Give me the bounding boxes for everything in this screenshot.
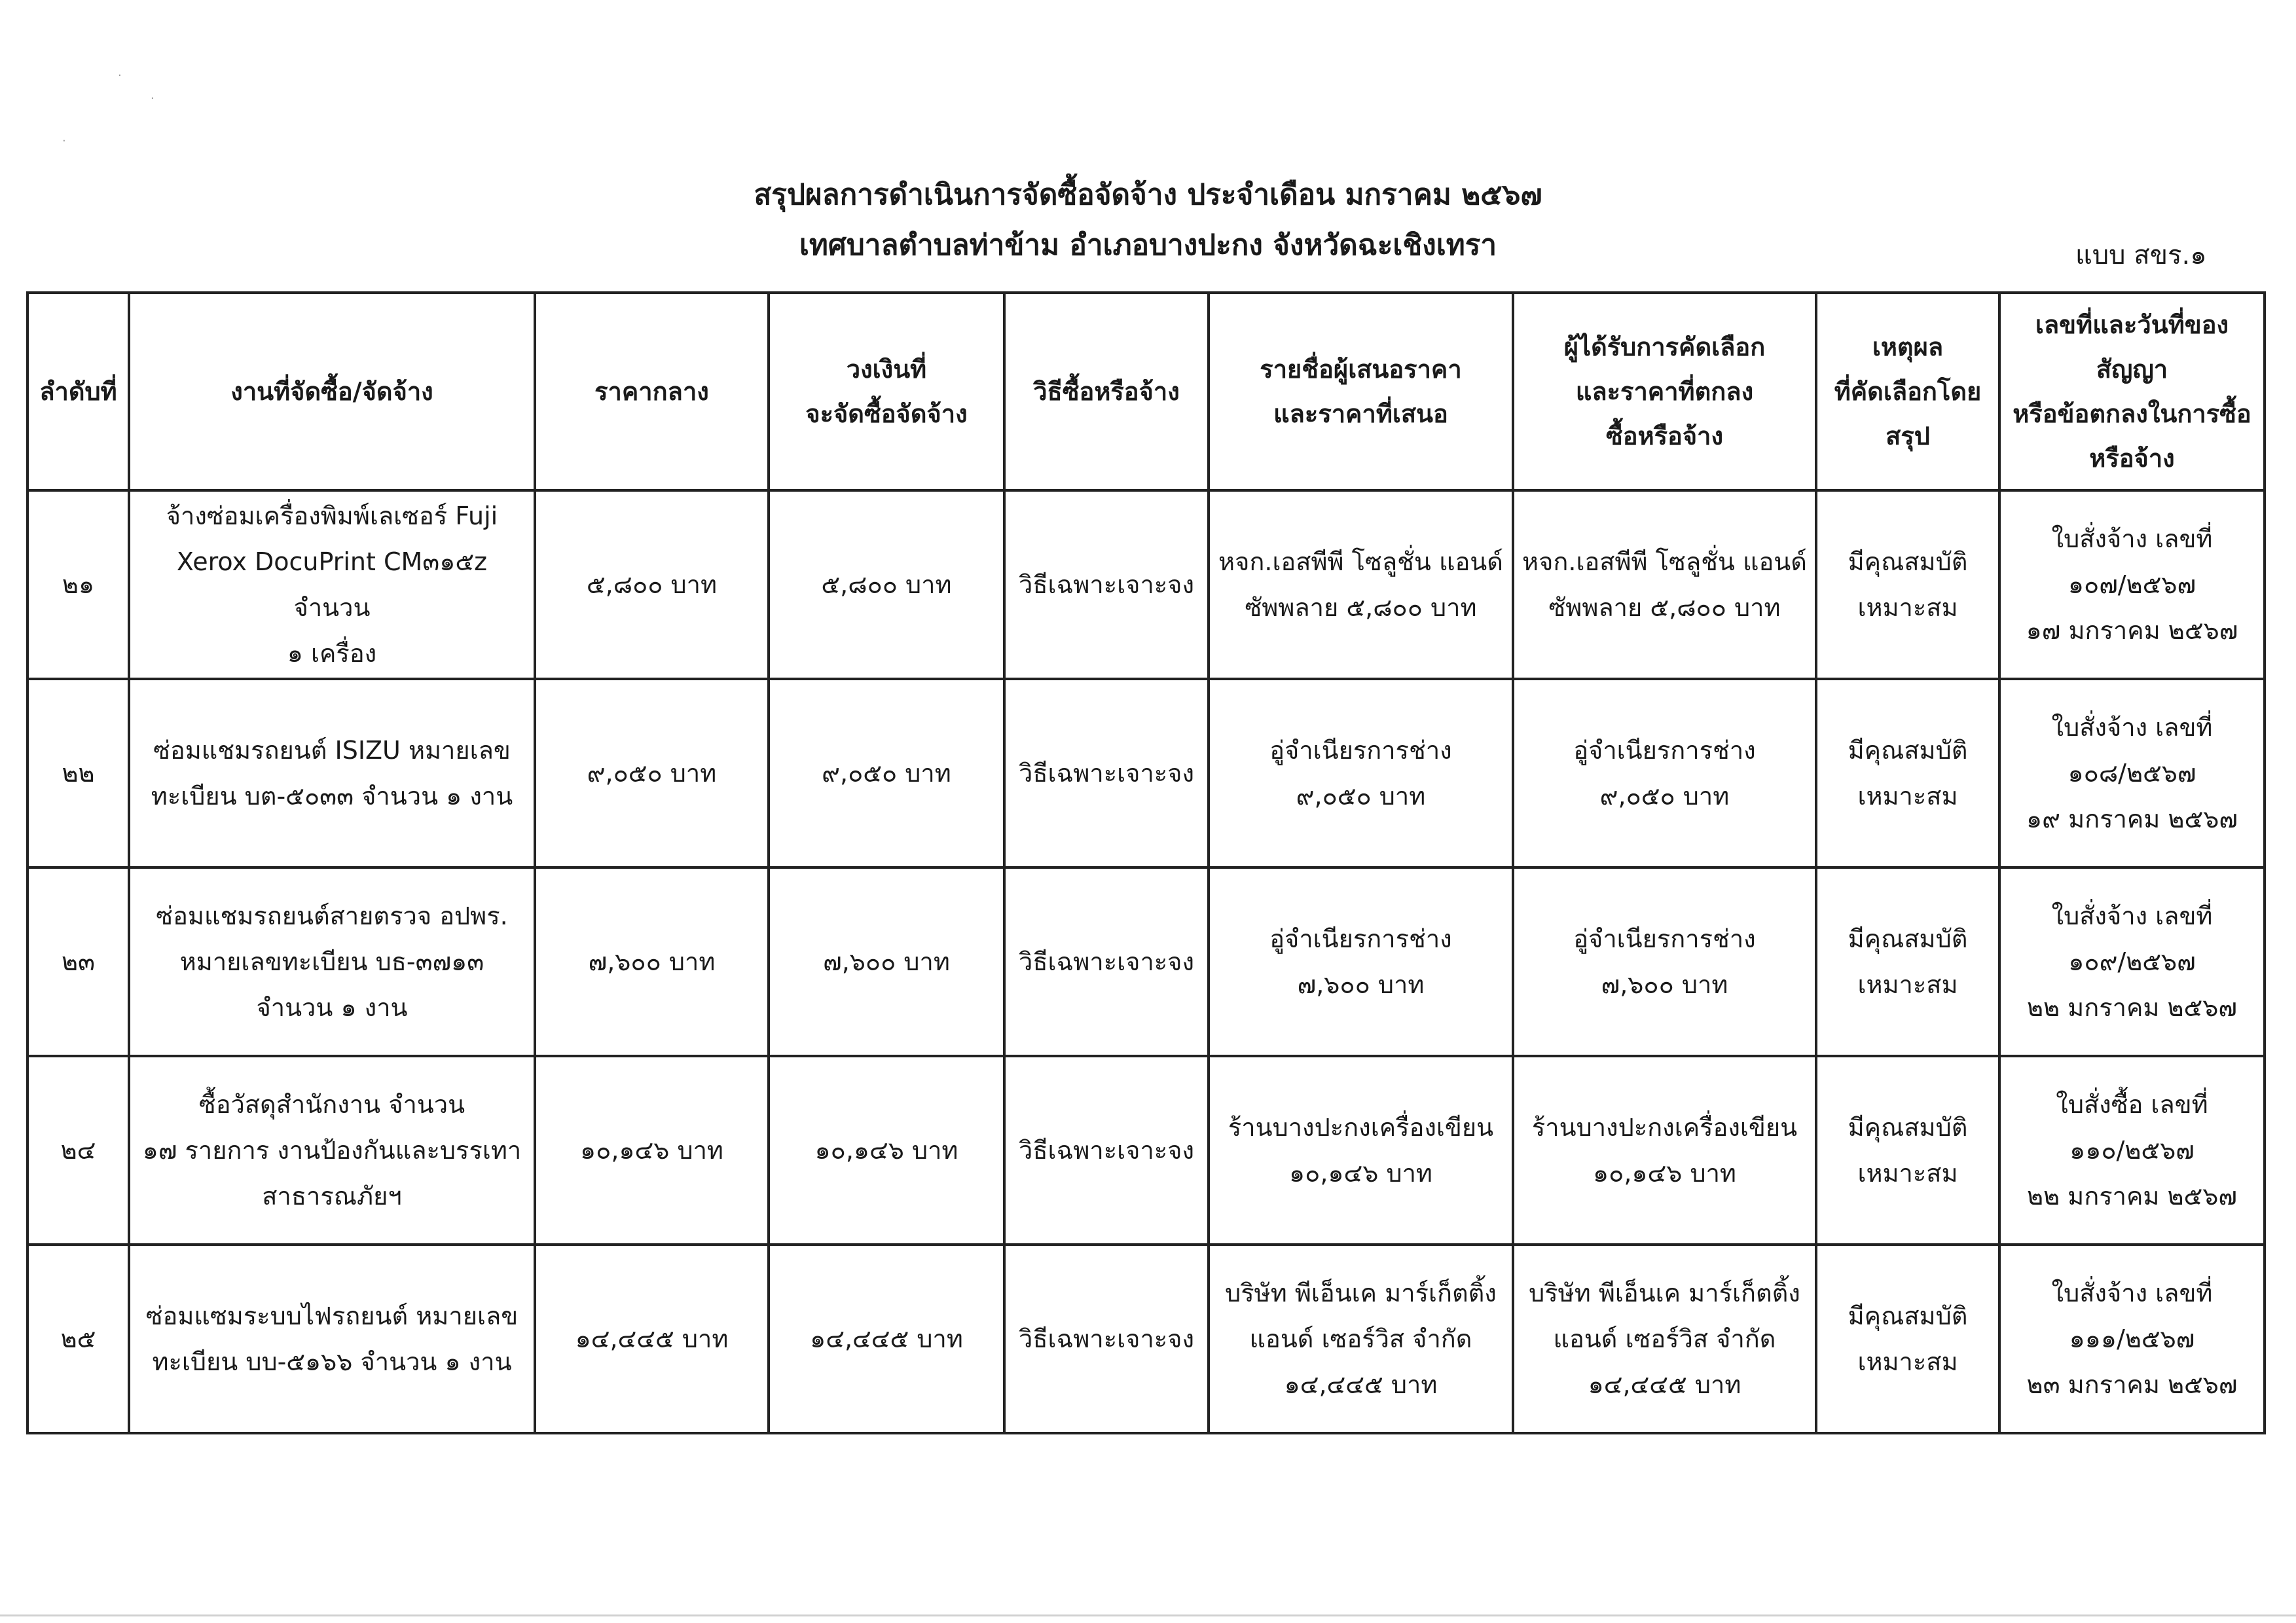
form-code: แบบ สขร.๑ <box>2075 240 2207 270</box>
cell-no: ๒๑ <box>27 490 129 679</box>
col-header-reason: เหตุผล ที่คัดเลือกโดย สรุป <box>1816 293 1999 490</box>
col-header-contract: เลขที่และวันที่ของ สัญญา หรือข้อตกลงในการซื้อ หรือจ้าง <box>1999 293 2265 490</box>
cell-reason: มีคุณสมบัติ เหมาะสม <box>1816 490 1999 679</box>
cell-item: ซ่อมแซมระบบไฟรถยนต์ หมายเลข ทะเบียน บบ-๕๑๖๖ จำนวน ๑ งาน <box>129 1245 535 1433</box>
page-subtitle: เทศบาลตำบลท่าข้าม อำเภอบางปะกง จังหวัดฉะเชิงเทรา <box>799 228 1497 262</box>
scan-speck: · <box>118 69 122 82</box>
col-header-bidders: รายชื่อผู้เสนอราคา และราคาที่เสนอ <box>1209 293 1513 490</box>
procurement-table <box>26 291 2266 1434</box>
table-row <box>27 867 2265 1056</box>
cell-contract: ใบสั่งซื้อ เลขที่ ๑๑๐/๒๕๖๗ ๒๒ มกราคม ๒๕๖๗ <box>1999 1056 2265 1245</box>
col-header-selected: ผู้ได้รับการคัดเลือก และราคาที่ตกลง ซื้อหรือจ้าง <box>1513 293 1816 490</box>
cell-method: วิธีเฉพาะเจาะจง <box>1004 490 1209 679</box>
cell-item: จ้างซ่อมเครื่องพิมพ์เลเซอร์ Fuji Xerox DocuPrint CM๓๑๕z จำนวน ๑ เครื่อง <box>129 490 535 679</box>
cell-contract: ใบสั่งจ้าง เลขที่ ๑๑๑/๒๕๖๗ ๒๓ มกราคม ๒๕๖๗ <box>1999 1245 2265 1433</box>
cell-bidders: อู่จำเนียรการช่าง ๙,๐๕๐ บาท <box>1209 679 1513 867</box>
cell-item: ซ่อมแชมรถยนต์ ISIZU หมายเลข ทะเบียน บต-๕๐๓๓ จำนวน ๑ งาน <box>129 679 535 867</box>
cell-bidders: อู่จำเนียรการช่าง ๗,๖๐๐ บาท <box>1209 867 1513 1056</box>
cell-no: ๒๔ <box>27 1056 129 1245</box>
table-row <box>27 1056 2265 1245</box>
cell-item: ซื้อวัสดุสำนักงาน จำนวน ๑๗ รายการ งานป้องกันและบรรเทา สาธารณภัยฯ <box>129 1056 535 1245</box>
col-header-budget: วงเงินที่ จะจัดซื้อจัดจ้าง <box>769 293 1004 490</box>
col-header-no: ลำดับที่ <box>27 293 129 490</box>
cell-method: วิธีเฉพาะเจาะจง <box>1004 679 1209 867</box>
scan-speck: · <box>62 134 66 148</box>
table-row <box>27 490 2265 679</box>
cell-no: ๒๕ <box>27 1245 129 1433</box>
cell-median-price: ๕,๘๐๐ บาท <box>535 490 769 679</box>
cell-median-price: ๗,๖๐๐ บาท <box>535 867 769 1056</box>
cell-contract: ใบสั่งจ้าง เลขที่ ๑๐๘/๒๕๖๗ ๑๙ มกราคม ๒๕๖๗ <box>1999 679 2265 867</box>
cell-method: วิธีเฉพาะเจาะจง <box>1004 1056 1209 1245</box>
cell-selected: อู่จำเนียรการช่าง ๙,๐๕๐ บาท <box>1513 679 1816 867</box>
cell-budget: ๕,๘๐๐ บาท <box>769 490 1004 679</box>
cell-bidders: ร้านบางปะกงเครื่องเขียน ๑๐,๑๔๖ บาท <box>1209 1056 1513 1245</box>
cell-bidders: หจก.เอสพีพี โซลูชั่น แอนด์ ซัพพลาย ๕,๘๐๐ บาท <box>1209 490 1513 679</box>
cell-selected: ร้านบางปะกงเครื่องเขียน ๑๐,๑๔๖ บาท <box>1513 1056 1816 1245</box>
cell-reason: มีคุณสมบัติ เหมาะสม <box>1816 679 1999 867</box>
scan-edge-line <box>0 1614 2296 1616</box>
cell-median-price: ๑๐,๑๔๖ บาท <box>535 1056 769 1245</box>
cell-bidders: บริษัท พีเอ็นเค มาร์เก็ตติ้ง แอนด์ เซอร์วิส จำกัด ๑๔,๔๔๕ บาท <box>1209 1245 1513 1433</box>
cell-reason: มีคุณสมบัติ เหมาะสม <box>1816 1056 1999 1245</box>
cell-reason: มีคุณสมบัติ เหมาะสม <box>1816 867 1999 1056</box>
table-row <box>27 679 2265 867</box>
cell-budget: ๙,๐๕๐ บาท <box>769 679 1004 867</box>
col-header-item: งานที่จัดซื้อ/จัดจ้าง <box>129 293 535 490</box>
cell-median-price: ๑๔,๔๔๕ บาท <box>535 1245 769 1433</box>
cell-median-price: ๙,๐๕๐ บาท <box>535 679 769 867</box>
cell-budget: ๑๐,๑๔๖ บาท <box>769 1056 1004 1245</box>
col-header-method: วิธีซื้อหรือจ้าง <box>1004 293 1209 490</box>
cell-contract: ใบสั่งจ้าง เลขที่ ๑๐๗/๒๕๖๗ ๑๗ มกราคม ๒๕๖๗ <box>1999 490 2265 679</box>
table-row <box>27 1245 2265 1433</box>
cell-no: ๒๓ <box>27 867 129 1056</box>
cell-budget: ๑๔,๔๔๕ บาท <box>769 1245 1004 1433</box>
scan-speck: · <box>151 92 155 105</box>
table-header-row <box>27 293 2265 490</box>
cell-contract: ใบสั่งจ้าง เลขที่ ๑๐๙/๒๕๖๗ ๒๒ มกราคม ๒๕๖๗ <box>1999 867 2265 1056</box>
cell-no: ๒๒ <box>27 679 129 867</box>
page-title: สรุปผลการดำเนินการจัดซื้อจัดจ้าง ประจำเดือน มกราคม ๒๕๖๗ <box>754 178 1542 211</box>
cell-selected: หจก.เอสพีพี โซลูชั่น แอนด์ ซัพพลาย ๕,๘๐๐ บาท <box>1513 490 1816 679</box>
cell-method: วิธีเฉพาะเจาะจง <box>1004 867 1209 1056</box>
cell-selected: อู่จำเนียรการช่าง ๗,๖๐๐ บาท <box>1513 867 1816 1056</box>
cell-reason: มีคุณสมบัติ เหมาะสม <box>1816 1245 1999 1433</box>
cell-budget: ๗,๖๐๐ บาท <box>769 867 1004 1056</box>
cell-item: ซ่อมแชมรถยนต์สายตรวจ อปพร. หมายเลขทะเบียน บธ-๓๗๑๓ จำนวน ๑ งาน <box>129 867 535 1056</box>
cell-method: วิธีเฉพาะเจาะจง <box>1004 1245 1209 1433</box>
cell-selected: บริษัท พีเอ็นเค มาร์เก็ตติ้ง แอนด์ เซอร์วิส จำกัด ๑๔,๔๔๕ บาท <box>1513 1245 1816 1433</box>
col-header-median-price: ราคากลาง <box>535 293 769 490</box>
